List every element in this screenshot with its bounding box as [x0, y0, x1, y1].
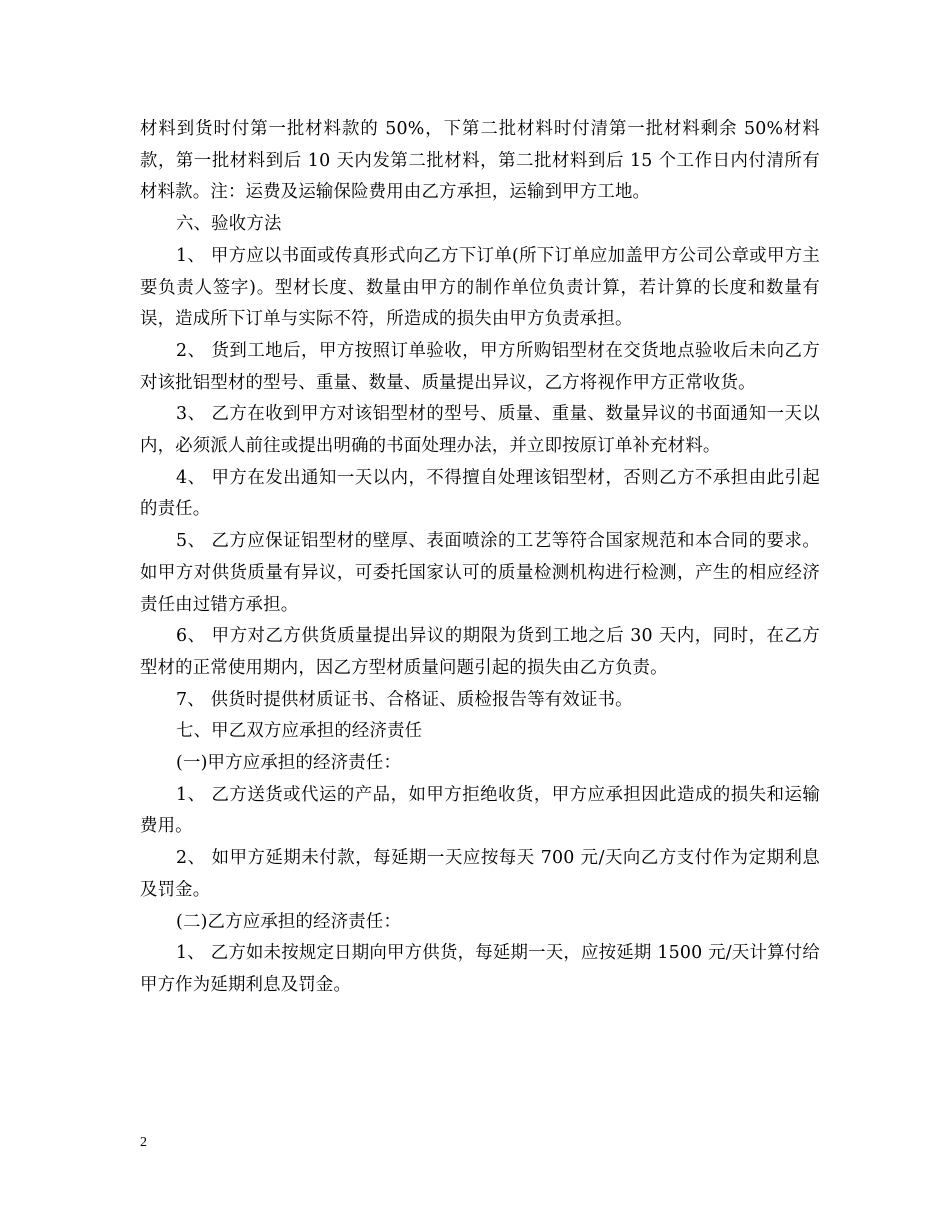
paragraph: 1、 乙方如未按规定日期向甲方供货，每延期一天，应按延期 1500 元/天计算付给甲方作为延期利息及罚金。 — [140, 943, 820, 995]
subsection-heading-party-b: (二)乙方应承担的经济责任： — [176, 911, 402, 932]
paragraph: 4、 甲方在发出通知一天以内，不得擅自处理该铝型材，否则乙方不承担由此引起的责任。 — [140, 467, 820, 520]
paragraph: 7、 供货时提供材质证书、合格证、质检报告等有效证书。 — [176, 689, 633, 710]
section-heading-acceptance: 六、验收方法 — [176, 214, 282, 235]
paragraph: 2、 如甲方延期未付款，每延期一天应按每天 700 元/天向乙方支付作为定期利息及罚金。 — [140, 848, 820, 900]
subsection-heading-party-a: (一)甲方应承担的经济责任： — [176, 753, 402, 774]
paragraph: 6、 甲方对乙方供货质量提出异议的期限为货到工地之后 30 天内，同时，在乙方型材的正常使用期内，因乙方型材质量问题引起的损失由乙方负责。 — [140, 626, 820, 678]
paragraph: 5、 乙方应保证铝型材的壁厚、表面喷涂的工艺等符合国家规范和本合同的要求。如甲方对供货质量有异议，可委托国家认可的质量检测机构进行检测，产生的相应经济责任由过错方承担。 — [140, 531, 820, 615]
paragraph: 2、 货到工地后，甲方按照订单验收，甲方所购铝型材在交货地点验收后未向乙方对该批铝型材的型号、重量、数量、质量提出异议，乙方将视作甲方正常收货。 — [140, 340, 820, 393]
document-body — [140, 114, 820, 1002]
section-heading-liability: 七、甲乙双方应承担的经济责任 — [176, 721, 423, 742]
paragraph: 材料到货时付第一批材料款的 50%，下第二批材料时付清第一批材料剩余 50%材料款，第一批材料到后 10 天内发第二批材料，第二批材料到后 15 个工作日内付清所有材料款。注：运费及运输保险费用由乙方承担，运输到甲方工地。 — [140, 119, 820, 203]
paragraph: 1、 甲方应以书面或传真形式向乙方下订单(所下订单应加盖甲方公司公章或甲方主要负责人签字)。型材长度、数量由甲方的制作单位负责计算，若计算的长度和数量有误，造成所下订单与实际不符，所造成的损失由甲方负责承担。 — [140, 245, 820, 330]
page-number: 2 — [140, 1135, 147, 1150]
paragraph: 1、 乙方送货或代运的产品，如甲方拒绝收货，甲方应承担因此造成的损失和运输费用。 — [140, 784, 820, 837]
paragraph: 3、 乙方在收到甲方对该铝型材的型号、质量、重量、数量异议的书面通知一天以内，必须派人前往或提出明确的书面处理办法，并立即按原订单补充材料。 — [140, 404, 820, 457]
